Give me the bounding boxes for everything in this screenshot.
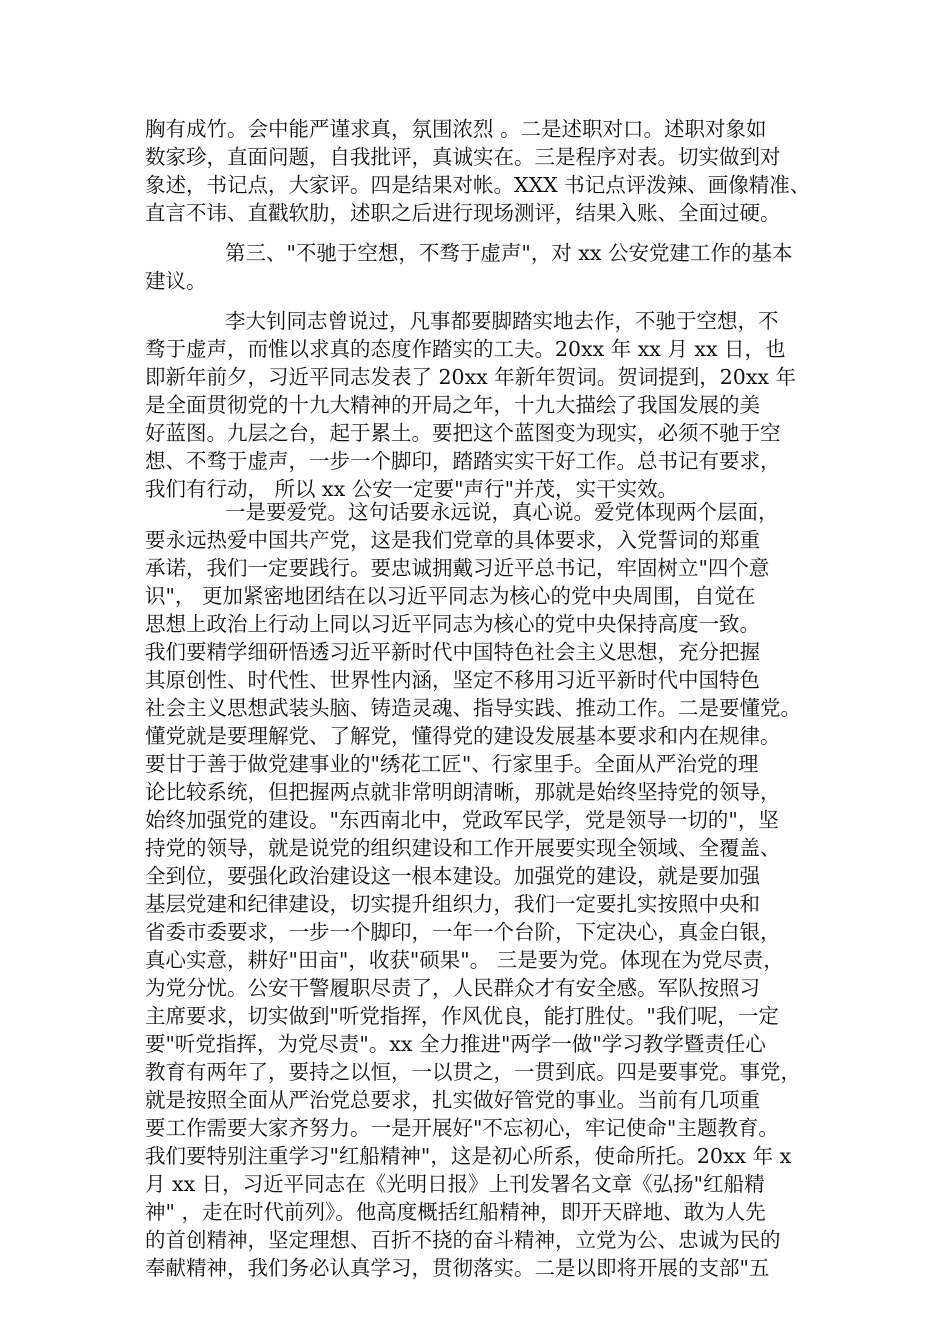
paragraph-line: 社会主义思想武装头脑、铸造灵魂、指导实践、推动工作。二是要懂党。	[145, 696, 801, 720]
paragraph-line: 思想上政治上行动上同以习近平同志为核心的党中央保持高度一致。	[145, 612, 760, 636]
paragraph-line: 神" ，走在时代前列》。他高度概括红船精神，即开天辟地、敢为人先	[145, 1200, 766, 1224]
paragraph-line: 我们要特别注重学习"红船精神"，这是初心所系，使命所托。20xx 年 x	[145, 1144, 792, 1168]
paragraph-line: 我们要精学细研悟透习近平新时代中国特色社会主义思想，充分把握	[145, 640, 760, 664]
paragraph-line: 承诺，我们一定要践行。要忠诚拥戴习近平总书记，牢固树立"四个意	[145, 556, 770, 580]
paragraph-line: 想、不骛于虚声，一步一个脚印，踏踏实实干好工作。总书记有要求，	[145, 449, 781, 473]
paragraph-2	[145, 239, 815, 295]
paragraph-line: 就是按照全面从严治党总要求，扎实做好管党的事业。当前有几项重	[145, 1088, 760, 1112]
paragraph-line: 第三、"不驰于空想，不骛于虚声"，对 xx 公安党建工作的基本	[225, 241, 793, 265]
paragraph-line: 数家珍，直面问题，自我批评，真诚实在。三是程序对表。切实做到对	[145, 145, 781, 169]
paragraph-line: 一是要爱党。这句话要永远说，真心说。爱党体现两个层面，	[225, 500, 779, 524]
paragraph-line: 要"听党指挥，为党尽责"。xx 全力推进"两学一做"学习教学暨责任心	[145, 1032, 766, 1056]
paragraph-line: 全到位，要强化政治建设这一根本建设。加强党的建设，就是要加强	[145, 864, 760, 888]
paragraph-line: 要甘于善于做党建事业的"绣花工匠"、行家里手。全面从严治党的理	[145, 752, 759, 776]
paragraph-line: 基层党建和纪律建设，切实提升组织力，我们一定要扎实按照中央和	[145, 892, 760, 916]
paragraph-line: 真心实意，耕好"田亩"，收获"硕果"。 三是要为党。体现在为党尽责，	[145, 948, 784, 972]
paragraph-line: 即新年前夕，习近平同志发表了 20xx 年新年贺词。贺词提到，20xx 年	[145, 365, 796, 389]
paragraph-line: 胸有成竹。会中能严谨求真，氛围浓烈 。二是述职对口。述职对象如	[145, 117, 767, 141]
paragraph-line: 要永远热爱中国共产党，这是我们党章的具体要求，入党誓词的郑重	[145, 528, 760, 552]
paragraph-1	[145, 115, 815, 227]
paragraph-line: 是全面贯彻党的十九大精神的开局之年，十九大描绘了我国发展的美	[145, 393, 760, 417]
paragraph-line: 我们有行动， 所以 xx 公安一定要"声行"并茂，实干实效。	[145, 477, 679, 501]
paragraph-line: 其原创性、时代性、世界性内涵，坚定不移用习近平新时代中国特色	[145, 668, 760, 692]
paragraph-line: 懂党就是要理解党、了解党，懂得党的建设发展基本要求和内在规律。	[145, 724, 781, 748]
paragraph-line: 主席要求，切实做到"听党指挥，作风优良，能打胜仗。"我们呢，一定	[145, 1004, 779, 1028]
paragraph-line: 直言不讳、直戳软肋，述职之后进行现场测评，结果入账、全面过硬。	[145, 201, 781, 225]
paragraph-3	[145, 307, 815, 503]
paragraph-line: 骛于虚声，而惟以求真的态度作踏实的工夫。20xx 年 xx 月 xx 日，也	[145, 337, 786, 361]
paragraph-line: 好蓝图。九层之台，起于累土。要把这个蓝图变为现实，必须不驰于空	[145, 421, 781, 445]
paragraph-line: 为党分忧。公安干警履职尽责了，人民群众才有安全感。军队按照习	[145, 976, 760, 1000]
paragraph-line: 教育有两年了，要持之以恒，一以贯之，一贯到底。四是要事党。事党，	[145, 1060, 801, 1084]
paragraph-line: 持党的领导，就是说党的组织建设和工作开展要实现全领域、全覆盖、	[145, 836, 781, 860]
paragraph-line: 论比较系统，但把握两点就非常明朗清晰，那就是始终坚持党的领导，	[145, 780, 781, 804]
paragraph-line: 识"， 更加紧密地团结在以习近平同志为核心的党中央周围，自觉在	[145, 584, 756, 608]
paragraph-4	[145, 498, 815, 1282]
paragraph-line: 月 xx 日，习近平同志在《光明日报》上刊发署名文章《弘扬"红船精	[145, 1172, 765, 1196]
paragraph-line: 要工作需要大家齐努力。一是开展好"不忘初心，牢记使命"主题教育。	[145, 1116, 779, 1140]
paragraph-line: 奉献精神，我们务必认真学习，贯彻落实。二是以即将开展的支部"五	[145, 1256, 770, 1280]
paragraph-line: 省委市委要求，一步一个脚印，一年一个台阶，下定决心，真金白银，	[145, 920, 781, 944]
paragraph-line: 李大钊同志曾说过，凡事都要脚踏实地去作，不驰于空想，不	[225, 309, 779, 333]
paragraph-line: 象述，书记点，大家评。四是结果对帐。XXX 书记点评泼辣、画像精准、	[145, 173, 811, 197]
paragraph-line: 始终加强党的建设。"东西南北中，党政军民学，党是领导一切的"，坚	[145, 808, 779, 832]
paragraph-line: 建议。	[145, 269, 207, 293]
paragraph-line: 的首创精神，坚定理想、百折不挠的奋斗精神，立党为公、忠诚为民的	[145, 1228, 781, 1252]
